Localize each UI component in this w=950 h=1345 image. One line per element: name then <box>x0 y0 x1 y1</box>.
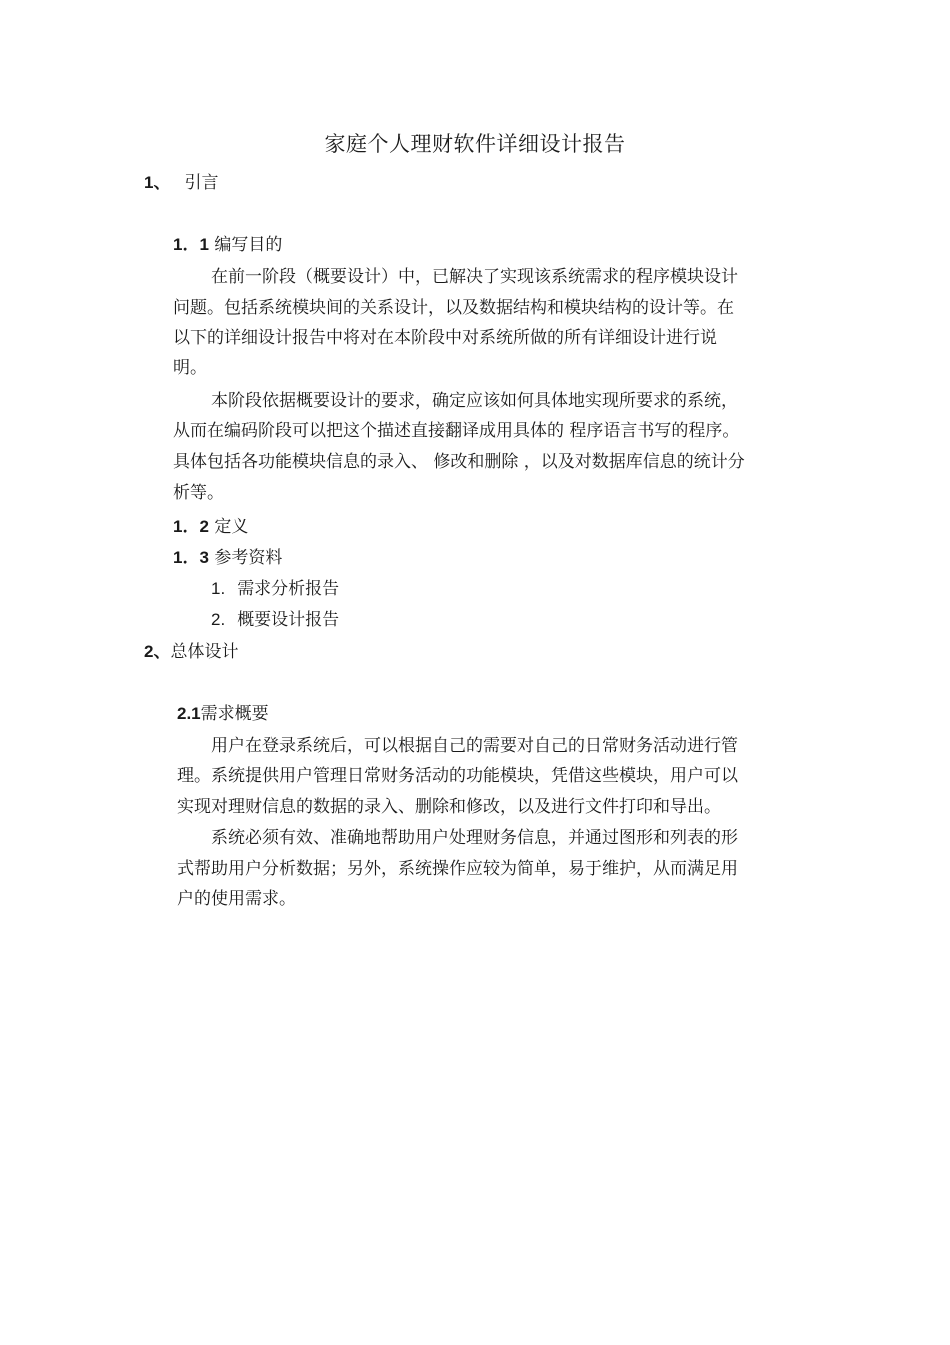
paragraph-line: 实现对理财信息的数据的录入、删除和修改，以及进行文件打印和导出。 <box>177 797 721 817</box>
paragraph-line: 明。 <box>173 358 207 378</box>
section-number: 2、 <box>144 642 171 661</box>
subsection-number: 1．2 <box>173 517 209 536</box>
paragraph-line: 析等。 <box>173 483 224 503</box>
section-2-heading <box>144 641 238 663</box>
reference-item <box>211 578 339 600</box>
paragraph-line: 用户在登录系统后，可以根据自己的需要对自己的日常财务活动进行管 <box>211 736 738 756</box>
reference-number: 2. <box>211 610 226 629</box>
paragraph-line: 在前一阶段（概要设计）中，已解决了实现该系统需求的程序模块设计 <box>211 267 738 287</box>
subsection-2-1-heading <box>177 703 269 725</box>
subsection-title: 参考资料 <box>214 548 283 568</box>
paragraph-line: 从而在编码阶段可以把这个描述直接翻译成用具体的 程序语言书写的程序。 <box>173 421 740 441</box>
subsection-title: 编写目的 <box>214 235 283 255</box>
paragraph-line: 式帮助用户分析数据；另外，系统操作应较为简单，易于维护，从而满足用 <box>177 859 738 879</box>
reference-text: 概要设计报告 <box>237 610 340 630</box>
section-1-heading <box>144 172 218 194</box>
subsection-number: 1．1 <box>173 235 209 254</box>
document-title: 家庭个人理财软件详细设计报告 <box>324 132 626 156</box>
subsection-1-2-heading <box>173 516 248 538</box>
paragraph-line: 本阶段依据概要设计的要求，确定应该如何具体地实现所要求的系统， <box>211 391 738 411</box>
section-title: 总体设计 <box>170 642 239 662</box>
paragraph-line: 理。系统提供用户管理日常财务活动的功能模块，凭借这些模块，用户可以 <box>177 766 738 786</box>
paragraph-line: 户的使用需求。 <box>177 889 296 909</box>
subsection-title: 需求概要 <box>200 704 269 724</box>
section-title: 引言 <box>184 173 219 193</box>
reference-number: 1. <box>211 579 226 598</box>
subsection-1-1-heading <box>173 234 282 256</box>
subsection-1-3-heading <box>173 547 282 569</box>
paragraph-line: 问题。包括系统模块间的关系设计，以及数据结构和模块结构的设计等。在 <box>173 298 734 318</box>
subsection-number: 2.1 <box>177 704 201 723</box>
paragraph-line: 系统必须有效、准确地帮助用户处理财务信息，并通过图形和列表的形 <box>211 828 738 848</box>
reference-item <box>211 609 339 631</box>
paragraph-line: 具体包括各功能模块信息的录入、 修改和删除 ，以及对数据库信息的统计分 <box>173 452 745 472</box>
reference-text: 需求分析报告 <box>237 579 340 599</box>
paragraph-line: 以下的详细设计报告中将对在本阶段中对系统所做的所有详细设计进行说 <box>173 328 717 348</box>
subsection-number: 1．3 <box>173 548 209 567</box>
subsection-title: 定义 <box>214 517 249 537</box>
section-number: 1、 <box>144 173 171 192</box>
